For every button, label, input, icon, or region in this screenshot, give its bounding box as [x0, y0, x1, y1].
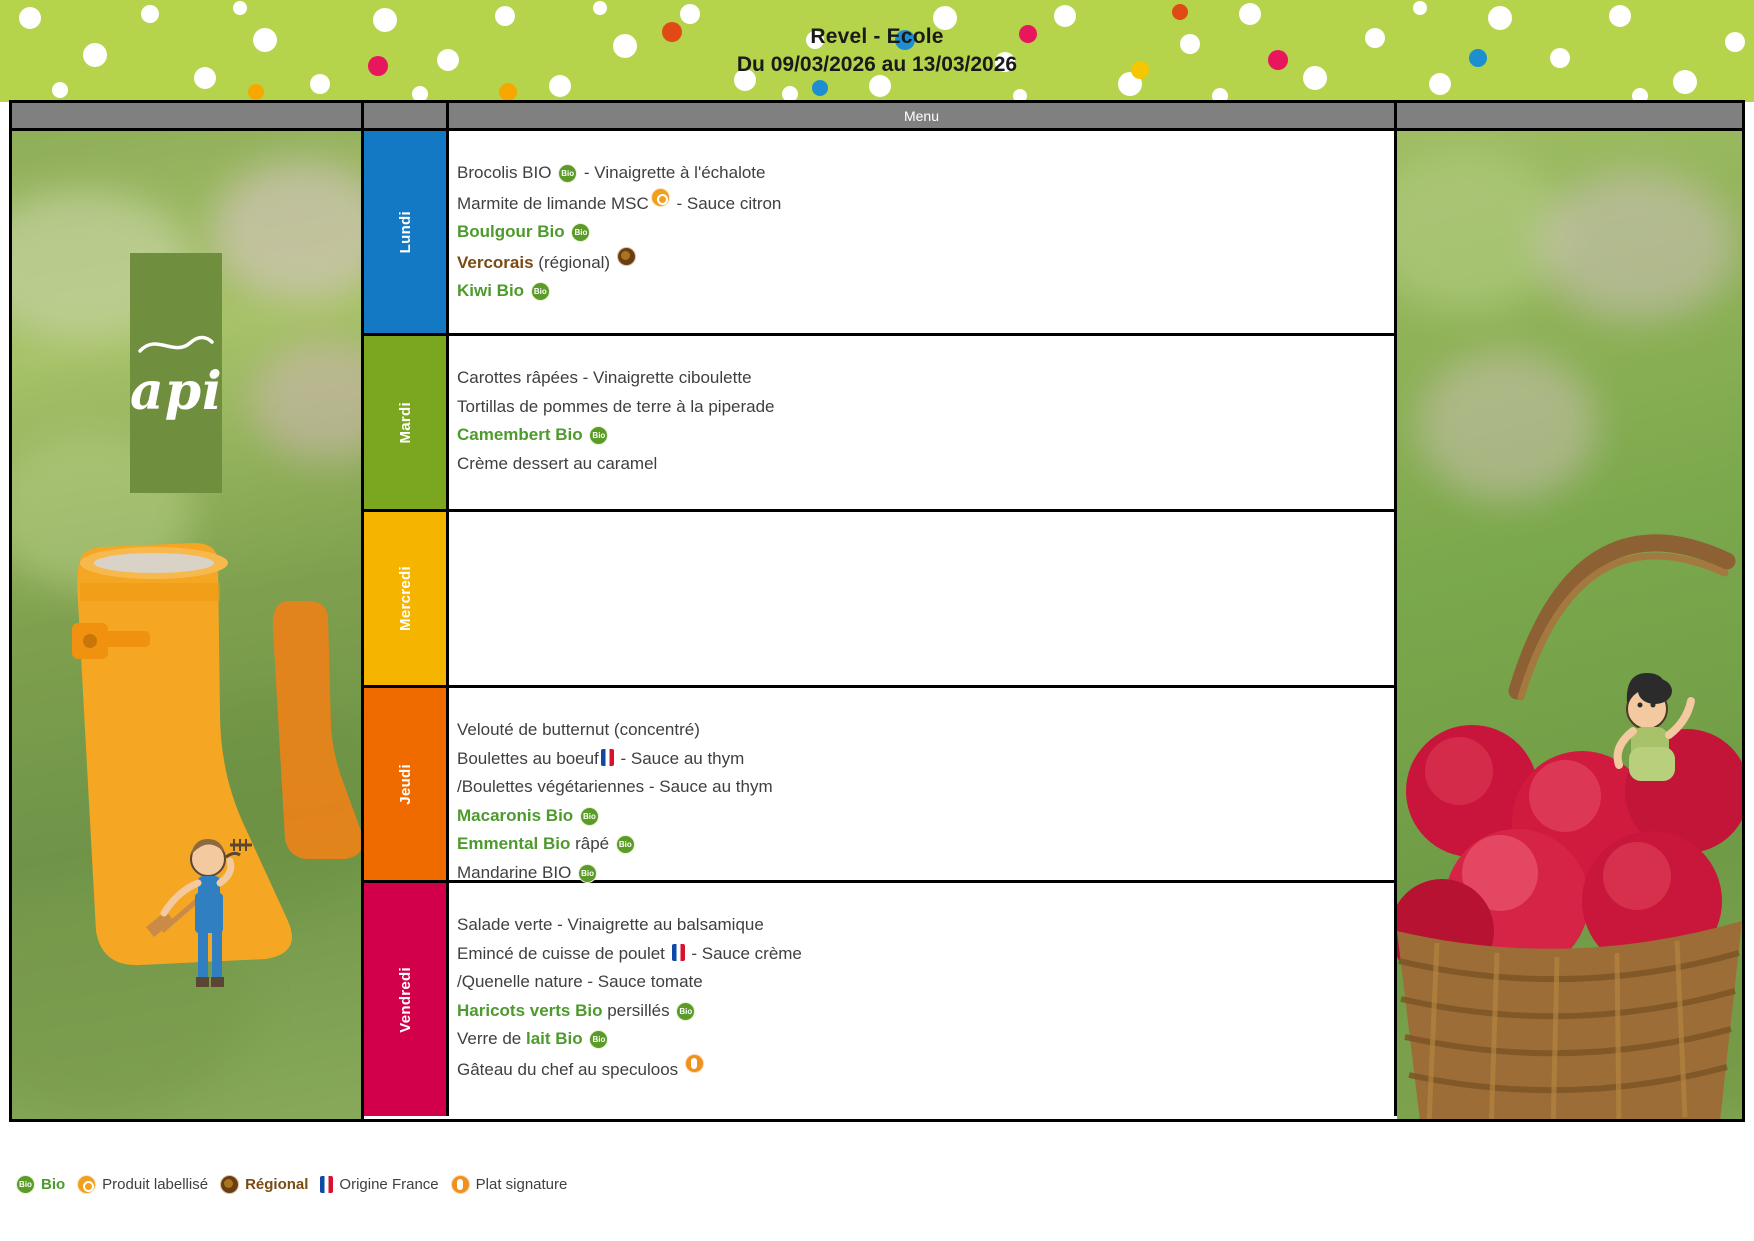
day-label-text: Vendredi [396, 966, 414, 1033]
table-row [364, 128, 1397, 333]
menu-line: Crème dessert au caramel [457, 453, 658, 473]
menu-line: Haricots verts Bio persillés Bio [457, 997, 1394, 1026]
bio-icon: Bio [616, 835, 635, 854]
label-icon [77, 1175, 96, 1194]
legend-label: Bio [41, 1176, 66, 1193]
regional-icon [617, 247, 636, 266]
day-label-mardi [364, 336, 449, 509]
menu-line: Verre de lait Bio Bio [457, 1025, 1394, 1054]
menu-line: Velouté de butternut (concentré) [457, 720, 700, 739]
menu-cell-jeudi [449, 688, 1397, 880]
header-cell-days-spacer [364, 103, 449, 128]
menu-line: Kiwi Bio Bio [457, 277, 1394, 306]
api-logo [130, 253, 222, 493]
logo-wave-icon [138, 335, 214, 357]
day-label-vendredi [364, 883, 449, 1116]
signature-icon [685, 1054, 704, 1073]
bio-icon: Bio [16, 1175, 35, 1194]
day-label-lundi [364, 131, 449, 333]
api-logo-text: api [130, 361, 223, 422]
origine-france-icon [601, 749, 614, 766]
day-label-text: Lundi [396, 210, 414, 254]
legend [14, 1175, 577, 1194]
header-cell-left-spacer [12, 103, 364, 128]
bio-icon: Bio [571, 223, 590, 242]
bio-icon: Bio [578, 864, 597, 883]
days-column-group [364, 128, 1397, 1119]
table-row [364, 333, 1397, 509]
day-label-text: Mardi [396, 401, 414, 444]
menu-cell-lundi [449, 131, 1397, 333]
table-row [364, 880, 1397, 1116]
menu-line: Brocolis BIO Bio - Vinaigrette à l'échalote [457, 163, 766, 182]
menu-cell-vendredi [449, 883, 1397, 1116]
menu-cell-mercredi [449, 512, 1397, 685]
label-icon [651, 188, 670, 207]
right-photo-panel [1397, 128, 1742, 1119]
bio-icon: Bio [580, 807, 599, 826]
menu-line: Macaronis Bio Bio [457, 802, 1394, 831]
menu-table [9, 100, 1745, 1122]
menu-line: Carottes râpées - Vinaigrette ciboulette [457, 368, 752, 387]
legend-item-label [75, 1175, 208, 1194]
bio-icon: Bio [558, 164, 577, 183]
table-header-row [12, 103, 1742, 128]
menu-line: /Quenelle nature - Sauce tomate [457, 972, 703, 991]
day-label-mercredi [364, 512, 449, 685]
menu-line: /Boulettes végétariennes - Sauce au thym [457, 777, 773, 796]
menu-line: Tortillas de pommes de terre à la piperade [457, 396, 775, 416]
day-label-jeudi [364, 688, 449, 880]
menu-line: Salade verte - Vinaigrette au balsamique [457, 915, 764, 934]
legend-label: Produit labellisé [102, 1176, 209, 1193]
legend-label: Régional [245, 1176, 309, 1193]
origine-france-icon [320, 1176, 333, 1193]
table-row [364, 509, 1397, 685]
bio-icon: Bio [676, 1002, 695, 1021]
column-header-menu: Menu [449, 103, 1397, 128]
apple-basket-illustration [1397, 131, 1742, 1119]
menu-line: Emincé de cuisse de poulet - Sauce crème [457, 943, 802, 963]
bio-icon: Bio [531, 282, 550, 301]
legend-item-origine-france [318, 1176, 438, 1193]
legend-item-regional [218, 1175, 308, 1194]
date-range: Du 09/03/2026 au 13/03/2026 [736, 53, 1018, 76]
menu-line: Boulgour Bio Bio [457, 218, 1394, 247]
menu-line: Marmite de limande MSC - Sauce citron [457, 188, 1394, 219]
menu-line: Gâteau du chef au speculoos [457, 1054, 1394, 1085]
regional-icon [220, 1175, 239, 1194]
table-body [12, 128, 1742, 1119]
legend-item-signature [449, 1175, 568, 1194]
origine-france-icon [672, 944, 685, 961]
menu-line: Vercorais (régional) [457, 247, 1394, 278]
left-photo-panel [12, 128, 364, 1119]
legend-label: Plat signature [475, 1176, 568, 1193]
header-band [0, 0, 1754, 102]
menu-line: Camembert Bio Bio [457, 421, 1394, 450]
legend-item-bio [14, 1175, 65, 1194]
table-row [364, 685, 1397, 880]
page-title: Revel - Ecole [810, 25, 944, 48]
day-label-text: Jeudi [396, 763, 414, 805]
menu-line: Boulettes au boeuf - Sauce au thym [457, 748, 745, 768]
legend-label: Origine France [339, 1176, 439, 1193]
header-cell-right-spacer [1397, 103, 1742, 128]
menu-cell-mardi [449, 336, 1397, 509]
day-label-text: Mercredi [396, 566, 414, 631]
menu-line: Mandarine BIO Bio [457, 859, 1394, 888]
header-text-block [0, 0, 1754, 102]
bio-icon: Bio [589, 426, 608, 445]
menu-line: Emmental Bio râpé Bio [457, 830, 1394, 859]
bio-icon: Bio [589, 1030, 608, 1049]
signature-icon [451, 1175, 470, 1194]
